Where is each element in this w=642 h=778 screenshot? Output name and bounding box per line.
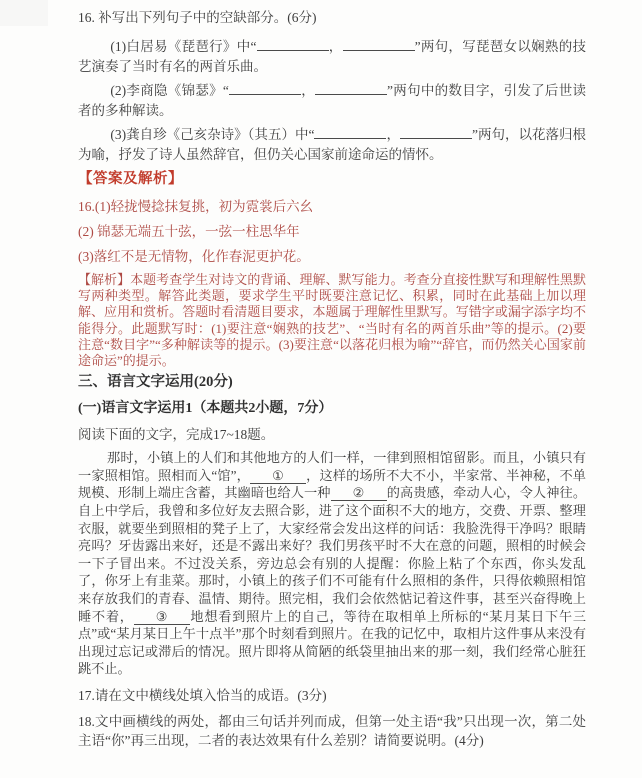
item-1-text-before: (1)白居易《琵琶行》中“ — [110, 39, 257, 54]
item-3-text-before: (3)龚自珍《己亥杂诗》（其五）中“ — [110, 127, 315, 142]
passage-blank-1 — [250, 468, 306, 484]
fill-in-blank-line — [343, 37, 415, 51]
question-16-item-3 — [78, 125, 586, 164]
section-3-heading: 三、语言文字运用(20分) — [78, 374, 233, 391]
fill-in-blank-line — [229, 81, 301, 95]
item-3-text-after: ”两句，以花落归根为喻，抒发了诗人虽然辞官，但仍关心国家前途命运的情怀。 — [78, 127, 587, 162]
fill-in-blank-line — [314, 125, 386, 139]
subsection-heading: (一)语言文字运用1（本题共2小题，7分） — [78, 401, 333, 417]
circled-number-3: ③ — [155, 608, 168, 624]
answer-line-2: (2) 锦瑟无端五十弦，一弦一柱思华年 — [78, 224, 300, 239]
passage-blank-2 — [331, 485, 387, 501]
passage-segment-0: 那时，小镇上的人们和其他地方的人们一样，一律到照相馆留影。而且，小镇只有一家照相馆。照相而入“馆”， — [78, 450, 586, 483]
question-18: 18.文中画横线的两处，都由三句话并列而成，但第一处主语“我”只出现一次，第二处主语“你”再三出现，二者的表达效果有什么差别？请简要说明。(4分) — [78, 713, 586, 748]
item-2-text-after: ”两句中的数目字，引发了后世读者的多种解读。 — [78, 83, 587, 118]
answer-section-header: 【答案及解析】 — [78, 171, 183, 187]
fill-in-blank-line — [257, 37, 329, 51]
question-16-item-2 — [78, 81, 586, 120]
fill-in-blank-line — [315, 81, 387, 95]
answer-line-3: (3)落红不是无情物，化作春泥更护花。 — [78, 249, 310, 264]
fill-in-blank-line — [400, 125, 472, 139]
item-1-separator: ， — [328, 39, 343, 54]
item-2-separator: ， — [300, 83, 315, 98]
passage-segment-1: ，这样的场所不大不小，半家常、半神秘，不单规模、形制上端庄含蓄，其幽暗也给人一种 — [78, 467, 586, 501]
answer-line-1: 16.(1)轻拢慢捻抹复挑，初为霓裳后六幺 — [78, 199, 314, 214]
item-1-text-after: ”两句，写琵琶女以娴熟的技艺演奏了当时有名的两首乐曲。 — [78, 39, 587, 74]
reading-intro: 阅读下面的文字，完成17~18题。 — [78, 427, 275, 443]
passage-blank-3 — [134, 609, 190, 625]
item-2-text-before: (2)李商隐《锦瑟》“ — [110, 83, 229, 98]
item-3-separator: ， — [386, 127, 400, 142]
passage-segment-3: 地想看到照片上的自己，等待在取相单上所标的“某月某日下午三点”或“某月某日上午十点半”那个时刻看到照片。在我的记忆中，取相片这件事从来没有出现过忘记或滞后的情况。照片即将从简陋的纸袋里抽出来的那一刻，我们经常心脏狂跳不止。 — [78, 608, 587, 677]
question-17: 17.请在文中横线处填入恰当的成语。(3分) — [78, 687, 327, 703]
question-16-stem: 16. 补写出下列句子中的空缺部分。(6分) — [78, 10, 317, 25]
analysis-text: 【解析】本题考查学生对诗文的背诵、理解、默写能力。考查分直接性默写和理解性黑默写两种类型。解答此类题，要求学生平时既要注意记忆、积累，同时在此基础上加以理解、应用和赏析。答题时看清题目要求，本题属于理解性里默写。写错字或漏字添字均不能得分。此题默写时：(1)要注意“娴熟的技艺”、“当时有名的两首乐曲”等的提示。(2)要注意“数目字”“多种解读等的提示。(3)要注意“以落花归根为喻”“辞官，而仍然关心国家前途命运”的提示。 — [78, 272, 586, 369]
circled-number-1: ① — [272, 467, 284, 483]
passage-segment-2: 的高贵感，牵动人心，令人神往。自上中学后，我曾和多位好友去照合影，进了这个面积不大的地方，交费、开票、整理衣服，就要坐到照相的凳子上了，大家经常会发出这样的问话：我脸洗得干净吗？眼睛亮吗？牙齿露出来好，还是不露出来好？我们男孩平时不大在意的问题，照相的时候会一下子冒出来。不过没关系，旁边总会有别的人提醒：你脸上粘了个东西，你头发乱了，你牙上有韭菜。那时，小镇上的孩子们不可能有什么照相的条件，只得依赖照相馆来存放我们的青春、温情、期待。照完相，我们会依然惦记着这件事，甚至兴奋得晚上睡不着， — [78, 485, 587, 624]
reading-passage — [78, 449, 586, 678]
question-16-item-1 — [78, 37, 586, 76]
circled-number-2: ② — [352, 485, 365, 501]
